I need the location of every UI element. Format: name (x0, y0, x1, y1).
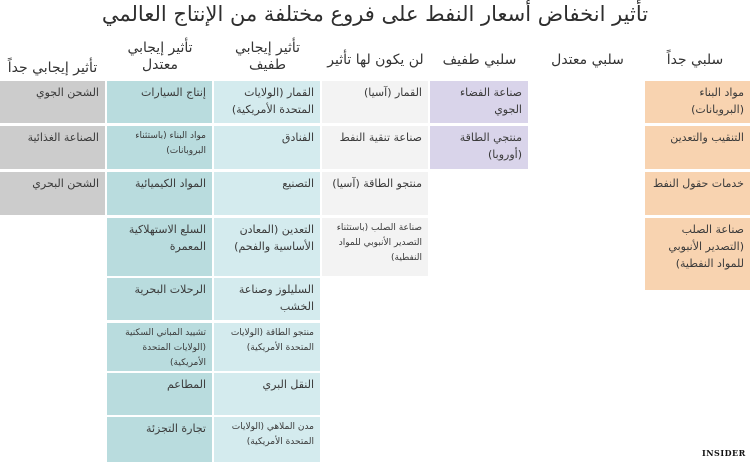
table-cell: منتجو الطاقة (الولايات المتحدة الأمريكية) (214, 323, 320, 371)
table-cell: التعدين (المعادن الأساسية والفحم) (214, 218, 320, 276)
table-cell: المطاعم (107, 373, 212, 415)
table-cell: التنقيب والتعدين (645, 126, 750, 169)
column-header-slightly-positive: تأثير إيجابي طفيف (234, 40, 301, 73)
table-cell: الشحن الجوي (0, 81, 105, 123)
table-cell: تجارة التجزئة (107, 417, 212, 462)
column-header-slightly-negative: سلبي طفيف (442, 52, 517, 68)
column-header-very-negative: سلبي جداً (666, 52, 724, 68)
column-header-no-effect: لن يكون لها تأثير (327, 52, 424, 68)
table-cell: صناعة تنقية النفط (322, 126, 428, 169)
table-cell: السليلوز وصناعة الخشب (214, 278, 320, 320)
table-cell: السلع الاستهلاكية المعمرة (107, 218, 212, 276)
table-cell: منتجو الطاقة (آسيا) (322, 172, 428, 215)
column-header-moderately-negative: سلبي معتدل (551, 52, 624, 68)
table-cell: الشحن البحري (0, 172, 105, 215)
chart-title: تأثير انخفاض أسعار النفط على فروع مختلفة من الإنتاج العالمي (101, 2, 649, 26)
table-cell: المواد الكيميائية (107, 172, 212, 215)
table-cell: خدمات حقول النفط (645, 172, 750, 215)
table-cell: إنتاج السيارات (107, 81, 212, 123)
table-cell: منتجي الطاقة (أوروبا) (430, 126, 528, 169)
table-cell: الرحلات البحرية (107, 278, 212, 320)
table-cell: القمار (الولايات المتحدة الأمريكية) (214, 81, 320, 123)
table-cell: تشييد المباني السكنية (الولايات المتحدة الأمريكية) (107, 323, 212, 371)
table-cell: مواد البناء (البروبانات) (645, 81, 750, 123)
table-cell: مواد البناء (باستثناء البروبانات) (107, 126, 212, 169)
table-cell: صناعة الصلب (باستثناء التصدير الأنبوبي للمواد النفطية) (322, 218, 428, 276)
table-cell: القمار (آسيا) (322, 81, 428, 123)
column-header-very-positive: تأثير إيجابي جداً (7, 60, 98, 76)
table-cell: النقل البري (214, 373, 320, 415)
insider-logo: INSIDER (702, 448, 746, 458)
table-cell: الصناعة الغذائية (0, 126, 105, 169)
table-cell: الفنادق (214, 126, 320, 169)
table-cell: صناعة الفضاء الجوي (430, 81, 528, 123)
column-header-moderately-positive: تأثير إيجابي معتدل (127, 40, 193, 73)
table-cell: مدن الملاهي (الولايات المتحدة الأمريكية) (214, 417, 320, 462)
table-cell: صناعة الصلب (التصدير الأنبوبي للمواد النفطية) (645, 218, 750, 290)
table-cell: التصنيع (214, 172, 320, 215)
